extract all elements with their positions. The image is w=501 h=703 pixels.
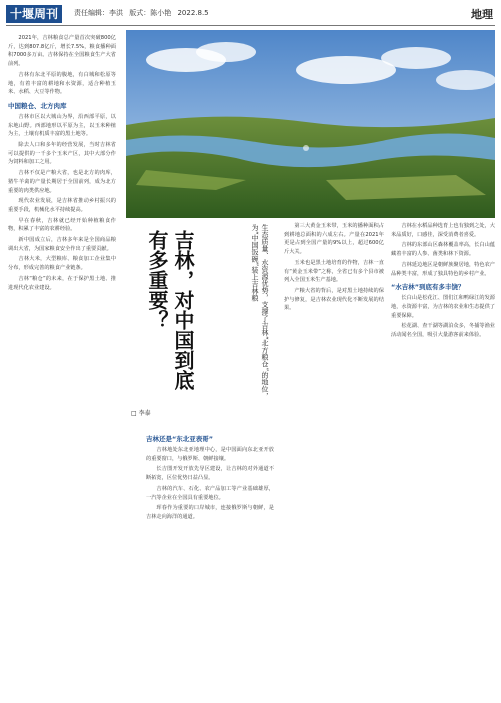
paragraph: 吉林市区以大城山为界，沿西部平原，以东地山野。西部地形以平原为主，以玉米种植为主，土壤有机质丰富的黑土地等。 (8, 113, 116, 138)
issue-date: 2022.8.5 (177, 9, 209, 17)
paragraph: 第三大黄金玉米带，玉米的播种面积占到耕地总面积的六成左右。产量在2021年更是占到全国产量的9%以上，超过600亿斤大关。 (284, 223, 384, 256)
section-heading: 中国粮仓、北方肉库 (8, 101, 67, 110)
article-column-a (284, 222, 384, 698)
article-subtitle: 生态质量、水资源优势，支撑了吉林“北方粮仓”的地位，为“中国饭碗”装上吉林粮 (251, 224, 269, 400)
section-label: 地理 (471, 8, 493, 21)
designer: 版式：陈小艳 (129, 9, 172, 17)
page-header (6, 4, 495, 26)
paragraph: 玉米也是黑土地培育的作物，吉林一直有“黄金玉米带”之称，全省已有多个县市被列入全国玉米生产基地。 (284, 259, 384, 284)
header-rule (6, 25, 495, 26)
paragraph: 长吉图开发开放先导区建设，让吉林的对外通道不断拓宽，区位优势日益凸显。 (146, 466, 274, 482)
newspaper-brand (6, 4, 62, 24)
paragraph: 吉林的汽车、石化、农产品加工等产业基础雄厚，一汽等企业在全国具有重要地位。 (146, 485, 274, 501)
paragraph: 吉林不仅是产粮大省，也是北方的肉库，猪牛羊禽的产量长期居于全国前列，成为北方重要的肉类供应地。 (8, 170, 116, 194)
section-heading: 吉林还是“东北亚表哥” (146, 435, 214, 443)
article-column-lower (146, 430, 274, 698)
paragraph: 吉林的东部山区森林覆盖率高，长白山蕴藏着丰富的人参、菌类和林下资源。 (391, 242, 495, 258)
paragraph: 早在春秋，吉林就已经开始种植粮食作物，积累了丰富的农耕经验。 (8, 217, 116, 233)
article-column-b (391, 222, 495, 698)
author-icon: □ (131, 410, 137, 417)
paragraph: 吉林大米，大型粮库、粮食加工企业集中分布，形成完善的粮食产业链条。 (8, 256, 116, 272)
page-meta (74, 8, 213, 18)
paragraph: 吉林地处东北亚地理中心，是中国面向东北亚开放的重要窗口，与俄罗斯、朝鲜接壤。 (146, 447, 274, 462)
landscape-illustration (126, 30, 495, 218)
article-body (126, 222, 495, 698)
paragraph: 吉林“粮仓”的未来，在于保护黑土地、推进现代化农业建设。 (8, 275, 116, 291)
landscape-photo (126, 30, 495, 218)
paragraph: 吉林有东北平原的腹地，有白城和松原等地，有着丰富的耕地和水资源，适合种植玉米、水稻、大豆等作物。 (8, 71, 116, 96)
paragraph: 现代农业发展，是吉林省推动乡村振兴的重要手段，机械化水平持续提高。 (8, 198, 116, 213)
left-column (8, 34, 116, 698)
editor: 责任编辑：李洪 (74, 9, 123, 17)
paragraph: 松花湖、查干湖等湖泊众多，冬捕等渔业活动闻名全国，吸引大量游客前来体验。 (391, 323, 495, 339)
paragraph: 珲春作为重要的口岸城市，连接俄罗斯与朝鲜，是吉林走向海洋的通道。 (146, 505, 274, 520)
author-name: 李泰 (138, 410, 151, 417)
paragraph: 2021年，吉林粮食总产量首次突破800亿斤，达到807.8亿斤，增长7.5%，粮食播种面积7000多万亩。吉林保持在全国粮食生产大省前列。 (8, 35, 116, 68)
section-heading: “水吉林”到底有多丰饶？ (391, 283, 465, 292)
brand-logo: 十堰周刊 (6, 5, 62, 23)
paragraph: 除去人口和多年的经营发展，当时吉林省可以提供的一千多个玉米产区，其中大部分作为饲料和加工之用。 (8, 142, 116, 166)
paragraph: 长白山是松花江、图们江和鸭绿江的发源地，水资源丰富，为吉林的农业和生态提供了重要保障。 (391, 295, 495, 319)
article-title: 吉林，对中国到底有多重要？ (145, 230, 195, 390)
author (131, 408, 151, 417)
paragraph: 产粮大省的背后，是对黑土地持续的保护与修复，是吉林农业现代化不断发展的结果。 (284, 287, 384, 312)
paragraph: 新中国成立后，吉林多年来是全国商品粮调出大省，为国家粮食安全作出了重要贡献。 (8, 237, 116, 252)
paragraph: 吉林在水稻品种选育上也有独到之处，大米品质好，口感佳，深受消费者喜爱。 (391, 223, 495, 238)
paragraph: 吉林延边地区是朝鲜族聚居地，特色农产品种类丰富，形成了独具特色的乡村产业。 (391, 261, 495, 277)
